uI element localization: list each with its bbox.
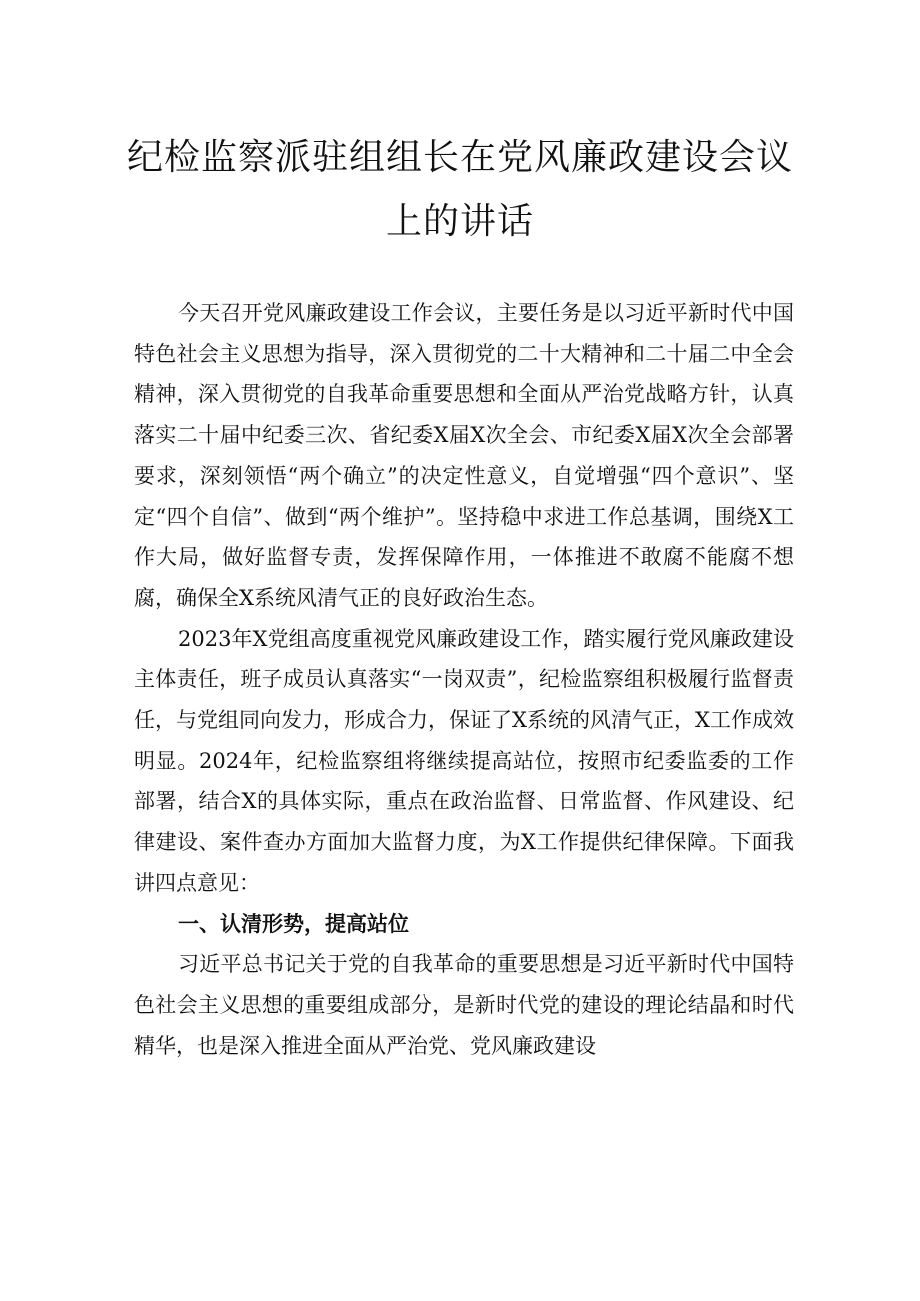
paragraph-1: 今天召开党风廉政建设工作会议，主要任务是以习近平新时代中国特色社会主义思想为指导，深入贯彻党的二十大精神和二十届二中全会精神，深入贯彻党的自我革命重要思想和全面从严治党战略方针，认真落实二十届中纪委三次、省纪委X届X次全会、市纪委X届X次全会部署要求，深刻领悟“两个确立”的决定性意义，自觉增强“四个意识”、坚定“四个自信”、做到“两个维护”。坚持稳中求进工作总基调，围绕X工作大局，做好监督专责，发挥保障作用，一体推进不敢腐不能腐不想腐，确保全X系统风清气正的良好政治生态。 [134,301,794,610]
document-title-line-2: 上的讲话 [385,201,534,242]
document-title-line-1: 纪检监察派驻组组长在党风廉政建设会议 [126,137,793,178]
document-body [134,293,794,1066]
paragraph-2: 2023年X党组高度重视党风廉政建设工作，踏实履行党风廉政建设主体责任，班子成员认真落实“一岗双责”，纪检监察组积极履行监督责任，与党组同向发力，形成合力，保证了X系统的风清气正，X工作成效明显。2024年，纪检监察组将继续提高站位，按照市纪委监委的工作部署，结合X的具体实际，重点在政治监督、日常监督、作风建设、纪律建设、案件查办方面加大监督力度，为X工作提供纪律保障。下面我讲四点意见： [134,626,794,895]
paragraph-3: 习近平总书记关于党的自我革命的重要思想是习近平新时代中国特色社会主义思想的重要组成部分，是新时代党的建设的理论结晶和时代精华，也是深入推进全面从严治党、党风廉政建设 [134,952,794,1058]
section-heading-1: 一、认清形势，提高站位 [178,911,409,936]
